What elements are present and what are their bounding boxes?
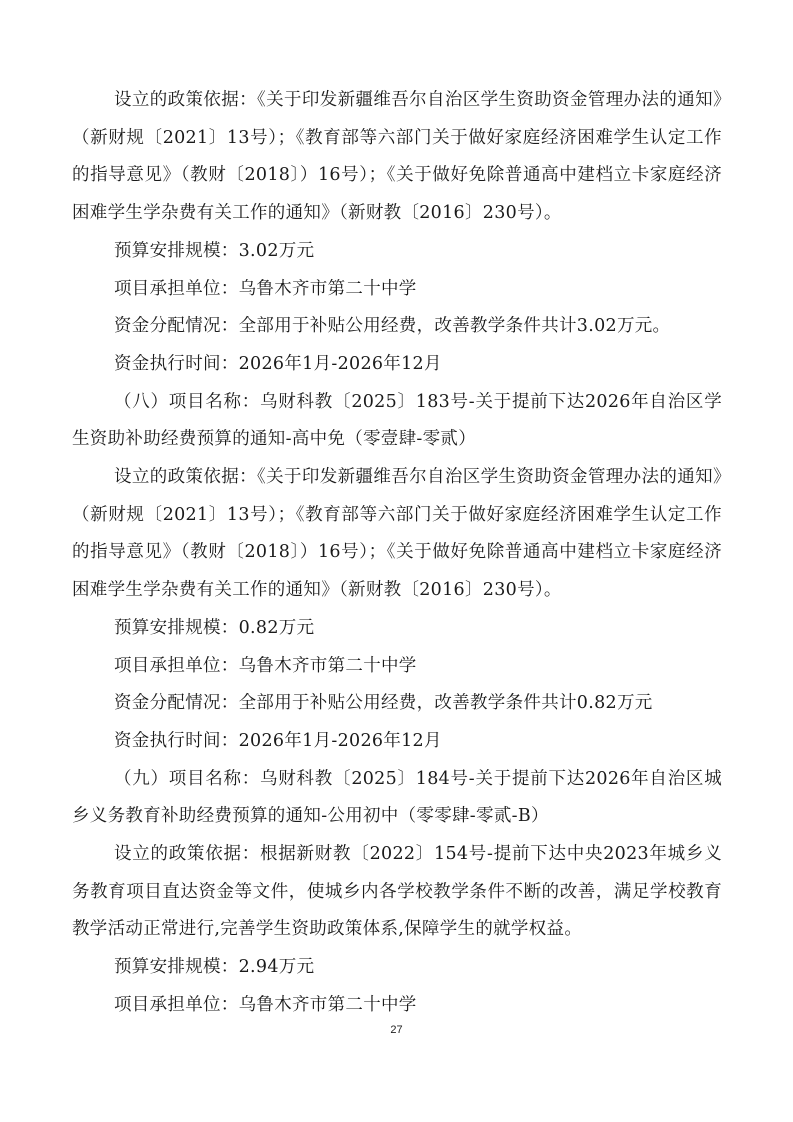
fund-allocation: 资金分配情况：全部用于补贴公用经费，改善教学条件共计0.82万元 (114, 693, 653, 714)
execution-period: 资金执行时间：2026年1月-2026年12月 (114, 730, 442, 751)
budget-scale: 预算安排规模：3.02万元 (114, 240, 315, 261)
execution-period: 资金执行时间：2026年1月-2026年12月 (114, 353, 442, 374)
responsible-unit: 项目承担单位：乌鲁木齐市第二十中学 (114, 278, 417, 299)
project-heading-9: （九）项目名称：乌财科教〔2025〕184号-关于提前下达2026年自治区城乡义务教育补助经费预算的通知-公用初中（零零肆-零贰-B） (72, 768, 722, 827)
responsible-unit: 项目承担单位：乌鲁木齐市第二十中学 (114, 655, 417, 676)
page-number: 27 (390, 1024, 403, 1036)
document-body (72, 82, 722, 1025)
policy-basis-paragraph: 设立的政策依据：《关于印发新疆维吾尔自治区学生资助资金管理办法的通知》（新财规〔2021〕13号）；《教育部等六部门关于做好家庭经济困难学生认定工作的指导意见》（教财〔2018〕）16号）；《关于做好免除普通高中建档立卡家庭经济困难学生学杂费有关工作的通知》（新财教〔2016〕230号）。 (72, 90, 722, 224)
policy-basis-paragraph: 设立的政策依据：根据新财教〔2022〕154号-提前下达中央2023年城乡义务教育项目直达资金等文件，使城乡内各学校教学条件不断的改善，满足学校教育教学活动正常进行,完善学生资助政策体系,保障学生的就学权益。 (72, 844, 722, 940)
budget-scale: 预算安排规模：0.82万元 (114, 617, 315, 638)
project-heading-8: （八）项目名称：乌财科教〔2025〕183号-关于提前下达2026年自治区学生资助补助经费预算的通知-高中免（零壹肆-零贰） (72, 391, 722, 450)
policy-basis-paragraph: 设立的政策依据：《关于印发新疆维吾尔自治区学生资助资金管理办法的通知》（新财规〔2021〕13号）；《教育部等六部门关于做好家庭经济困难学生认定工作的指导意见》（教财〔2018〕）16号）；《关于做好免除普通高中建档立卡家庭经济困难学生学杂费有关工作的通知》（新财教〔2016〕230号）。 (72, 467, 722, 601)
fund-allocation: 资金分配情况：全部用于补贴公用经费，改善教学条件共计3.02万元。 (114, 316, 671, 337)
budget-scale: 预算安排规模：2.94万元 (114, 957, 315, 978)
responsible-unit: 项目承担单位：乌鲁木齐市第二十中学 (114, 994, 417, 1015)
